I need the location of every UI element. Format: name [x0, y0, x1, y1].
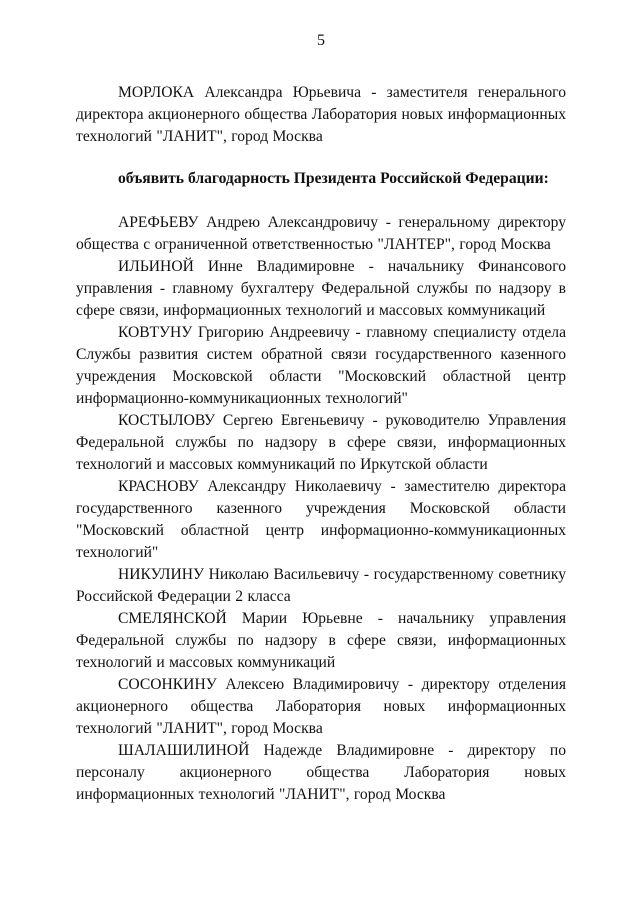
document-page — [76, 30, 566, 806]
section-heading: объявить благодарность Президента Российской Федерации: — [118, 170, 549, 187]
award-entry: НИКУЛИНУ Николаю Васильевичу - государственному советнику Российской Федерации 2 класса — [76, 566, 566, 605]
award-entry: КОВТУНУ Григорию Андреевичу - главному специалисту отдела Службы развития систем обратной связи государственного казенного учреждения Московской области "Московский областной центр информационно-коммуникационных технологий" — [76, 324, 566, 407]
award-entry: ИЛЬИНОЙ Инне Владимировне - начальнику Финансового управления - главному бухгалтеру Федеральной службы по надзору в сфере связи, информационных технологий и массовых коммуникаций — [76, 258, 566, 319]
award-entry-morlok: МОРЛОКА Александра Юрьевича - заместителя генерального директора акционерного общества Лаборатория новых информационных технологий "ЛАНИТ", город Москва — [76, 84, 566, 145]
award-entry: СМЕЛЯНСКОЙ Марии Юрьевне - начальнику управления Федеральной службы по надзору в сфере связи, информационных технологий и массовых коммуникаций — [76, 610, 566, 671]
award-entry: СОСОНКИНУ Алексею Владимировичу - директору отделения акционерного общества Лаборатория новых информационных технологий "ЛАНИТ", город Москва — [76, 676, 566, 737]
award-entry: АРЕФЬЕВУ Андрею Александровичу - генеральному директору общества с ограниченной ответственностью "ЛАНТЕР", город Москва — [76, 214, 566, 253]
page-number: 5 — [317, 32, 325, 49]
award-entry: ШАЛАШИЛИНОЙ Надежде Владимировне - директору по персоналу акционерного общества Лаборатория новых информационных технологий "ЛАНИТ", город Москва — [76, 742, 566, 803]
award-entry: КРАСНОВУ Александру Николаевичу - заместителю директора государственного казенного учреждения Московской области "Московский областной центр информационно-коммуникационных технологий" — [76, 478, 566, 561]
award-entry: КОСТЫЛОВУ Сергею Евгеньевичу - руководителю Управления Федеральной службы по надзору в сфере связи, информационных технологий и массовых коммуникаций по Иркутской области — [76, 412, 566, 473]
